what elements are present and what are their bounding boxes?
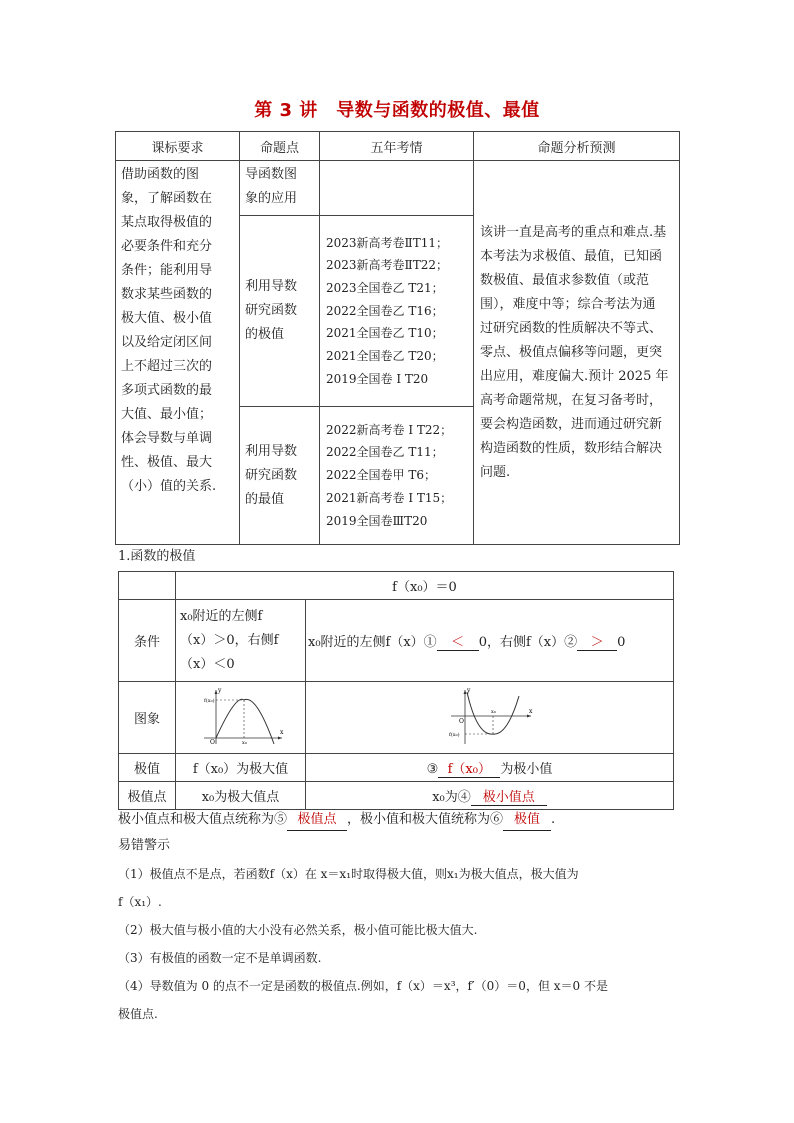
analysis-line: 要会构造函数，进而通过研究新 xyxy=(480,416,663,432)
exam-entry: 2023新高考卷ⅡT11； xyxy=(326,235,448,250)
answer-blank-5: 极值点 xyxy=(287,810,347,831)
condition-line: （x）＞0，右侧f xyxy=(180,632,279,648)
graph-label: f(x₀) xyxy=(448,731,460,738)
condition-line: （x）＜0 xyxy=(180,656,235,672)
row-label-point: 极值点 xyxy=(119,782,176,810)
requirement-line: 以及给定闭区间 xyxy=(121,335,213,350)
graph-label: x xyxy=(279,728,283,736)
exam-entry: 2023新高考卷ⅡT22； xyxy=(326,258,448,273)
exam-entry: 2021全国卷乙 T20； xyxy=(326,349,444,364)
condition-text: 0，右侧f（x）② xyxy=(478,634,578,650)
point-line: 利用导数 xyxy=(245,443,298,459)
warning-item: （3）有极值的函数一定不是单调函数. xyxy=(118,951,322,965)
graph-label: y xyxy=(466,686,470,694)
row-label-extreme: 极值 xyxy=(119,754,176,782)
requirement-line: 条件；能利用导 xyxy=(121,263,213,278)
warning-list xyxy=(118,860,678,1028)
exam-entry: 2021全国卷乙 T10； xyxy=(326,326,444,341)
extreme-value-table xyxy=(118,571,674,810)
corner-cell xyxy=(119,572,176,600)
graph-label: O xyxy=(209,738,215,746)
graph-label: y xyxy=(217,686,221,694)
analysis-line: 构造函数的性质，数形结合解决 xyxy=(480,440,663,456)
condition-max-cell xyxy=(176,600,306,682)
warning-item: （1）极值点不是点，若函数f（x）在 x＝x₁时取得极大值，则x₁为极大值点，极大值为 xyxy=(118,867,579,881)
requirement-line: 上不超过三次的 xyxy=(121,359,213,374)
analysis-line: 本考法为求极值、最值，已知函 xyxy=(480,248,663,264)
exam-entry: 2019全国卷 I T20 xyxy=(326,371,429,386)
point-text: x₀为④ xyxy=(432,789,471,805)
warning-item: f（x₁）. xyxy=(118,895,162,909)
section-heading: 1.函数的极值 xyxy=(118,549,196,564)
point-line: 的极值 xyxy=(245,327,285,342)
exam-max-cell xyxy=(320,407,474,545)
answer-blank-1: ＜ xyxy=(437,631,479,651)
requirement-line: 性、极值、最大 xyxy=(121,455,213,470)
analysis-line: 该讲一直是高考的重点和难点.基 xyxy=(480,224,667,240)
summary-text: ，极小值和极大值统称为⑥ xyxy=(347,812,504,827)
requirement-line: 体会导数与单调 xyxy=(121,431,213,446)
extreme-text: ③ xyxy=(426,761,439,777)
max-graph-figure xyxy=(196,686,286,746)
point-extreme-cell xyxy=(240,216,320,407)
point-line: 利用导数 xyxy=(245,279,298,294)
warning-item: （2）极大值与极小值的大小没有必然关系，极小值可能比极大值大. xyxy=(118,923,478,937)
condition-min-cell xyxy=(306,600,674,682)
extreme-min-cell xyxy=(306,754,674,782)
point-line: 的最值 xyxy=(245,491,285,507)
point-line: 研究函数 xyxy=(245,467,298,483)
analysis-line: 出应用，难度偏大.预计 2025 年 xyxy=(480,368,669,384)
point-min-value-cell xyxy=(306,782,674,810)
warning-item: 极值点. xyxy=(118,1007,158,1021)
exam-entry: 2022新高考卷 I T22； xyxy=(326,422,453,437)
exam-entry: 2022全国卷甲 T6； xyxy=(326,468,436,483)
point-line: 导函数图 xyxy=(245,167,298,182)
header-requirement: 课标要求 xyxy=(116,132,240,161)
answer-blank-4: 极小值点 xyxy=(471,786,547,806)
exam-entry: 2019全国卷ⅢT20 xyxy=(326,513,428,528)
graph-label: x₀ xyxy=(490,708,496,715)
exam-entry: 2022全国卷乙 T16； xyxy=(326,303,444,318)
min-graph-figure xyxy=(445,686,535,746)
requirement-line: 极大值、极小值 xyxy=(121,311,213,326)
requirement-line: 多项式函数的最 xyxy=(121,383,213,398)
point-line: 象的应用 xyxy=(245,191,298,206)
warning-title: 易错警示 xyxy=(118,838,171,853)
condition-header: f（x₀）＝0 xyxy=(176,572,674,600)
point-line: 研究函数 xyxy=(245,303,298,318)
summary-text: . xyxy=(551,812,556,827)
point-max-value-cell: x₀为极大值点 xyxy=(176,782,306,810)
row-label-condition: 条件 xyxy=(119,600,176,682)
analysis-line: 围），难度中等；综合考法为通 xyxy=(480,296,656,312)
header-analysis: 命题分析预测 xyxy=(474,132,680,161)
row-label-graph: 图象 xyxy=(119,682,176,754)
condition-text: 0 xyxy=(617,634,626,650)
warning-item: （4）导数值为 0 的点不一定是函数的极值点.例如，f（x）＝x³，f′（0）＝0，但 x＝0 不是 xyxy=(118,979,608,993)
point-max-cell xyxy=(240,407,320,545)
requirement-line: 数求某些函数的 xyxy=(121,287,213,302)
extreme-max-cell: f（x₀）为极大值 xyxy=(176,754,306,782)
exam-empty-cell xyxy=(320,161,474,216)
exam-extreme-cell xyxy=(320,216,474,407)
header-exam: 五年考情 xyxy=(320,132,474,161)
graph-min-cell xyxy=(306,682,674,754)
analysis-line: 高考命题常规，在复习备考时， xyxy=(480,392,663,408)
answer-blank-2: ＞ xyxy=(577,631,617,651)
requirement-line: 大值、最小值； xyxy=(121,407,213,422)
graph-label: O xyxy=(458,717,464,725)
requirement-line: 象，了解函数在 xyxy=(121,191,213,206)
exam-entry: 2023全国卷乙 T21； xyxy=(326,280,444,295)
header-point: 命题点 xyxy=(240,132,320,161)
extreme-text: 为极小值 xyxy=(500,761,553,777)
graph-label: x xyxy=(528,707,532,715)
analysis-cell xyxy=(474,161,680,545)
graph-label: f(x₀) xyxy=(203,697,215,704)
exam-entry: 2022全国卷乙 T11； xyxy=(326,445,444,460)
answer-blank-3: f（x₀） xyxy=(438,758,500,778)
summary-text: 极小值点和极大值点统称为⑤ xyxy=(118,812,288,827)
summary-line xyxy=(118,810,555,831)
graph-max-cell xyxy=(176,682,306,754)
page-title: 第 3 讲 导数与函数的极值、最值 xyxy=(254,100,540,121)
analysis-line: 过研究函数的性质解决不等式、 xyxy=(480,320,663,336)
point-graph-cell xyxy=(240,161,320,216)
requirement-line: 某点取得极值的 xyxy=(121,215,213,230)
analysis-line: 数极值、最值求参数值（或范 xyxy=(480,272,650,288)
requirement-line: （小）值的关系. xyxy=(121,479,217,494)
requirement-line: 借助函数的图 xyxy=(121,167,200,182)
requirement-cell xyxy=(116,161,240,545)
condition-line: x₀附近的左侧f xyxy=(180,608,263,624)
graph-label: x₀ xyxy=(241,739,247,746)
analysis-line: 零点、极值点偏移等问题，更突 xyxy=(480,344,663,360)
exam-entry: 2021新高考卷 I T15； xyxy=(326,490,453,505)
overview-table xyxy=(115,131,680,545)
analysis-line: 问题. xyxy=(480,464,511,480)
condition-text: x₀附近的左侧f（x）① xyxy=(308,634,437,650)
requirement-line: 必要条件和充分 xyxy=(121,239,213,254)
answer-blank-6: 极值 xyxy=(503,810,551,831)
